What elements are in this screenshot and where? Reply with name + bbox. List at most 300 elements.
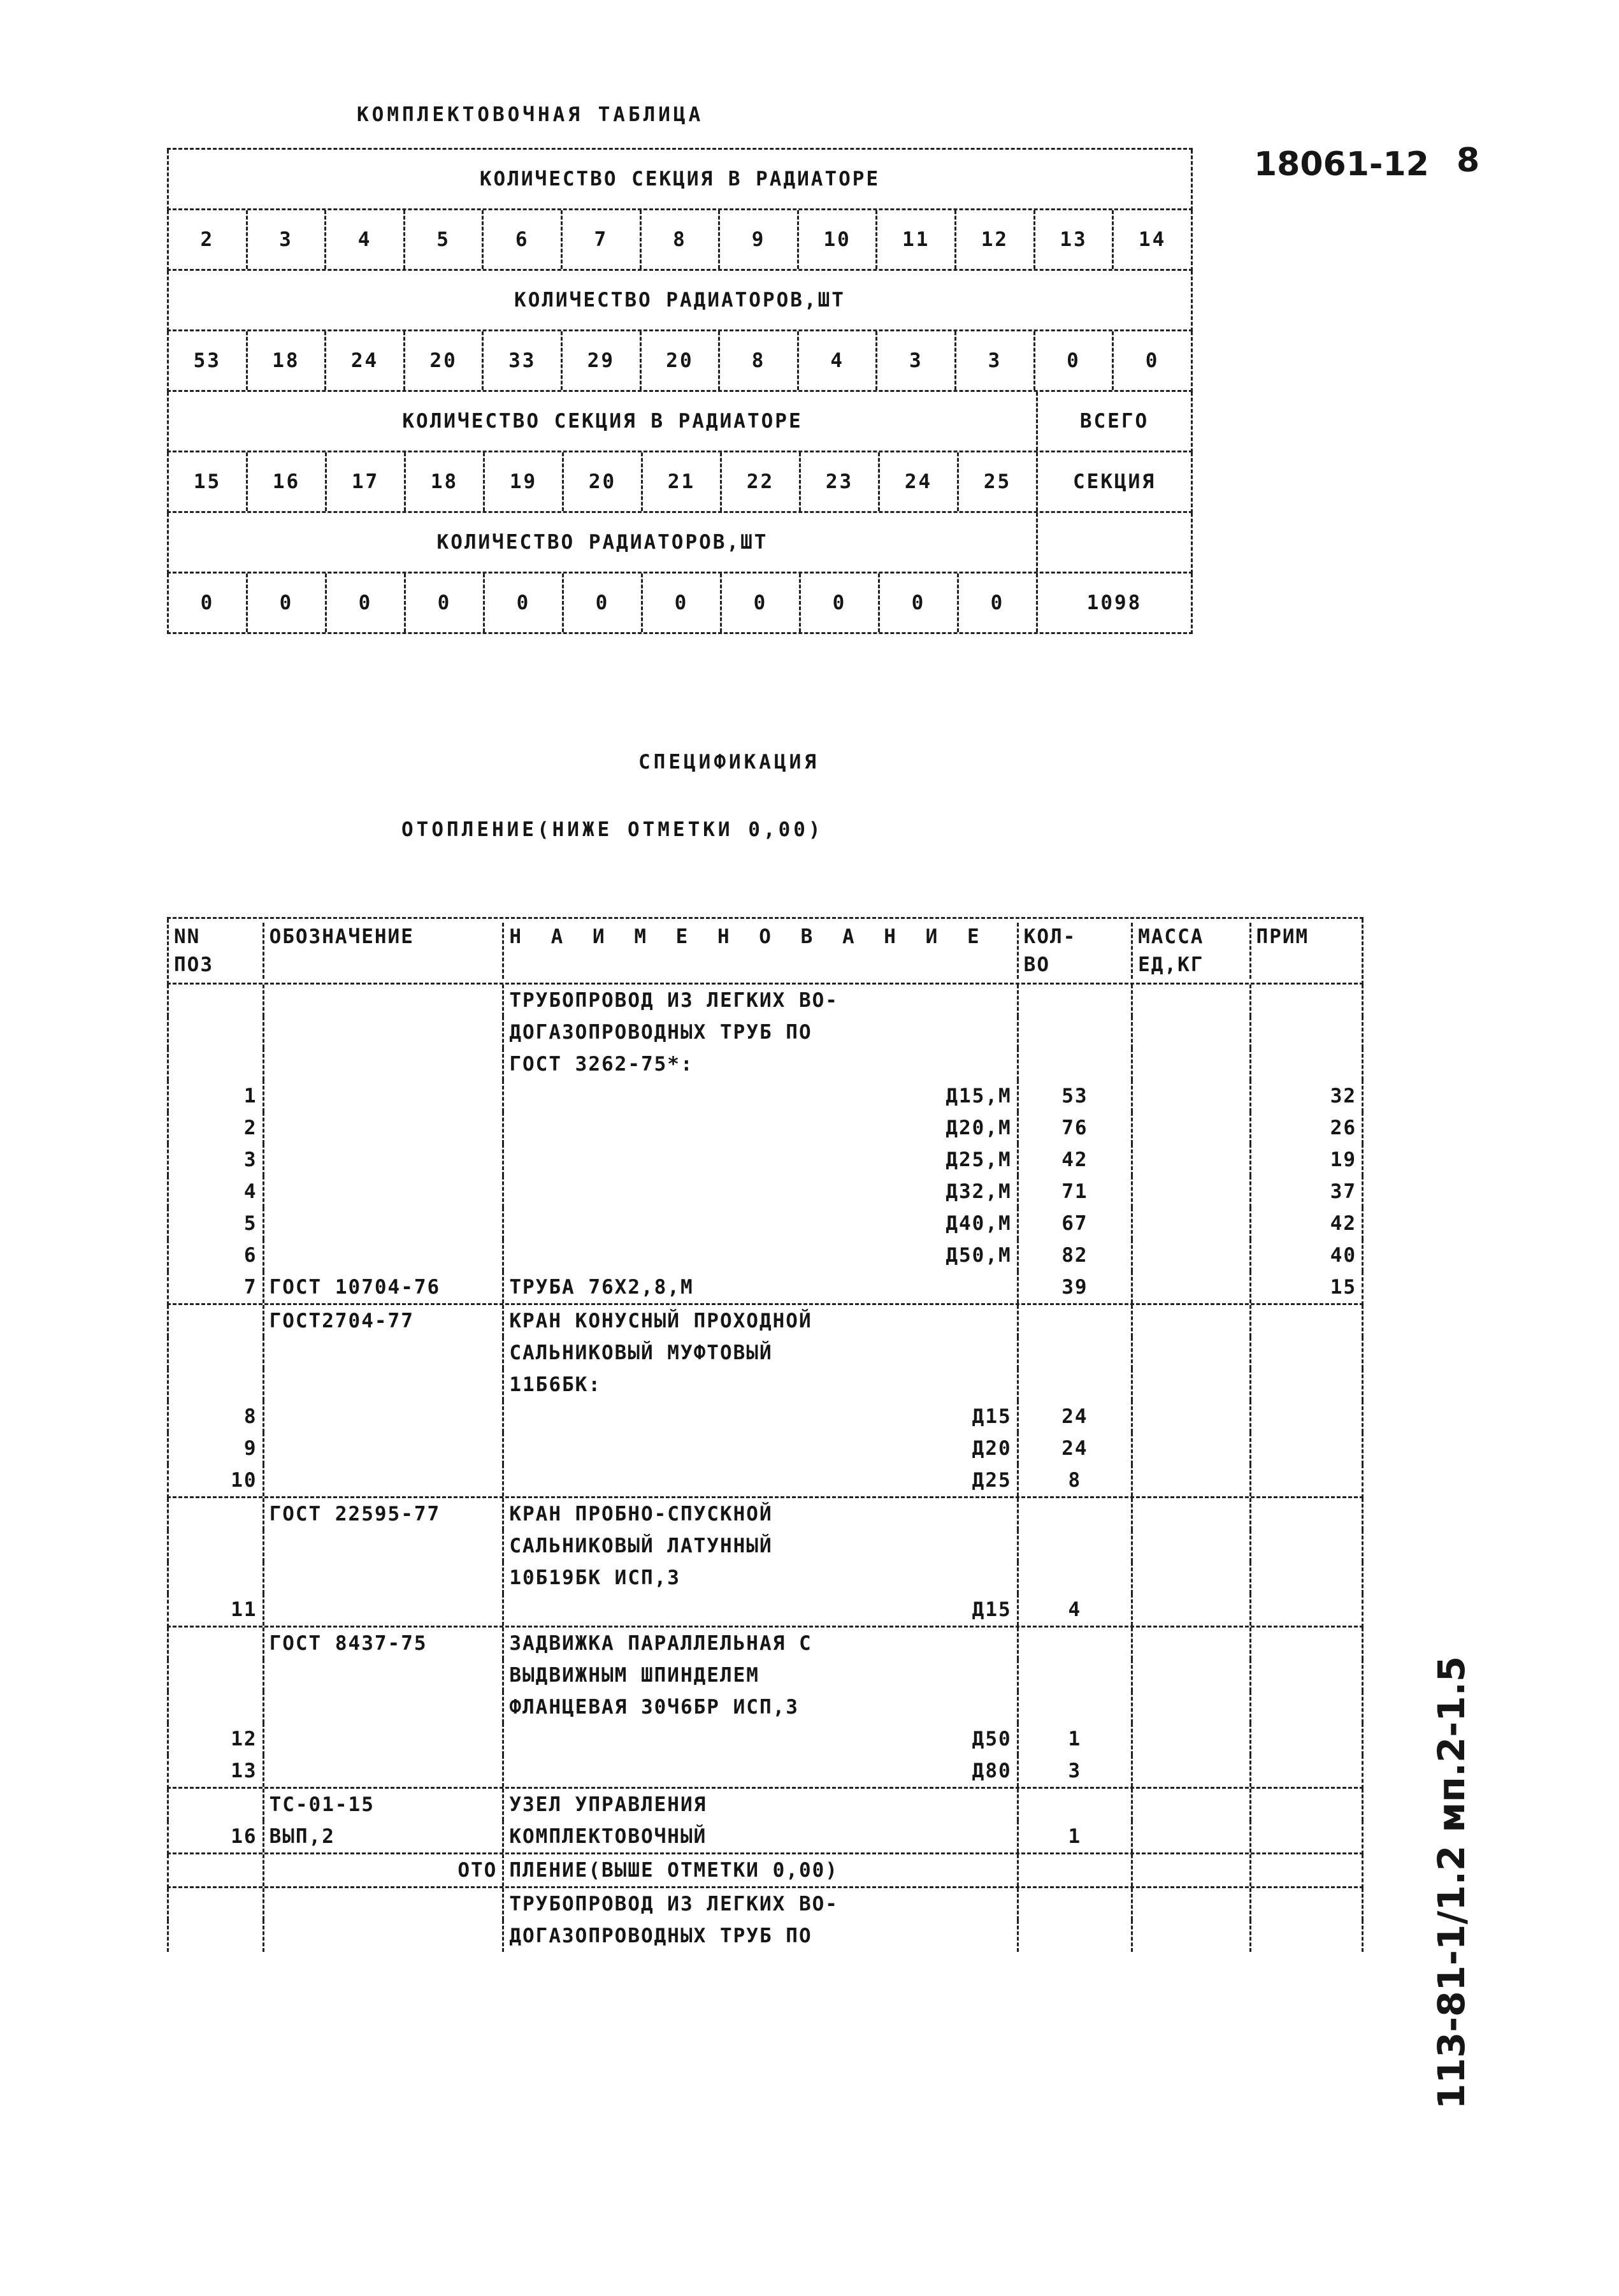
- name-cell: [504, 1433, 1018, 1464]
- designation-cell: [264, 1530, 505, 1562]
- designation-cell: ГОСТ 22595-77: [264, 1498, 505, 1530]
- spec-body: [167, 985, 1364, 1952]
- pos-cell: [169, 1854, 264, 1886]
- spec-row: [167, 1112, 1364, 1144]
- name-cell: [504, 1659, 1018, 1691]
- komplekt-sections-header-1: [167, 150, 1193, 210]
- count-cell: 53: [169, 331, 248, 390]
- name-text: КРАН КОНУСНЫЙ ПРОХОДНОЙ: [509, 1310, 812, 1332]
- spec-row: [167, 1888, 1364, 1920]
- document-code: 18061-12: [1254, 145, 1429, 184]
- qty-cell: 3: [1019, 1755, 1133, 1787]
- name-text: КОМПЛЕКТОВОЧНЫЙ: [509, 1825, 707, 1848]
- name-cell: [504, 1530, 1018, 1562]
- head-designation-text: ОБОЗНАЧЕНИЕ: [269, 925, 414, 948]
- note-cell: [1251, 1854, 1362, 1886]
- name-text: ДОГАЗОПРОВОДНЫХ ТРУБ ПО: [509, 1924, 812, 1947]
- head-mass-line-1: МАССА: [1138, 925, 1204, 948]
- designation-cell: [264, 1888, 505, 1920]
- spec-row: [167, 1401, 1364, 1433]
- qty-cell: [1019, 1854, 1133, 1886]
- count-cell: 0: [169, 574, 248, 632]
- mass-cell: [1133, 1562, 1251, 1594]
- qty-cell: 71: [1019, 1176, 1133, 1208]
- name-cell: [504, 1628, 1018, 1659]
- name-text: САЛЬНИКОВЫЙ ЛАТУННЫЙ: [509, 1534, 773, 1557]
- pos-cell: [169, 1628, 264, 1659]
- name-text: ТРУБА 76Х2,8,М: [509, 1276, 694, 1299]
- name-cell: [504, 1594, 1018, 1626]
- head-designation: [264, 923, 505, 979]
- designation-cell: [264, 1208, 505, 1239]
- komplekt-sections-row-2: [167, 452, 1193, 513]
- name-cell: [504, 1369, 1018, 1401]
- spec-row: [167, 1821, 1364, 1854]
- size-text: Д80: [972, 1759, 1012, 1782]
- count-cell: 24: [326, 331, 405, 390]
- note-cell: [1251, 1755, 1362, 1787]
- pos-cell: [169, 1305, 264, 1337]
- mass-cell: [1133, 1112, 1251, 1144]
- komplekt-counts-row-1: [167, 331, 1193, 392]
- sections-cell: 22: [722, 452, 801, 511]
- name-cell: [504, 1208, 1018, 1239]
- note-cell: [1251, 1821, 1362, 1852]
- sections-cell: 10: [799, 210, 878, 269]
- count-cell: 0: [248, 574, 327, 632]
- head-qty-line-1: КОЛ-: [1023, 925, 1077, 948]
- head-pos: [169, 923, 264, 979]
- designation-cell: [264, 1239, 505, 1271]
- sections-cell: 16: [248, 452, 327, 511]
- total-unit: СЕКЦИЯ: [1073, 470, 1156, 493]
- sections-cell: 6: [484, 210, 563, 269]
- note-cell: [1251, 1594, 1362, 1626]
- qty-cell: [1019, 1789, 1133, 1821]
- mass-cell: [1133, 1920, 1251, 1952]
- spec-row: [167, 1562, 1364, 1594]
- qty-cell: 82: [1019, 1239, 1133, 1271]
- name-text: САЛЬНИКОВЫЙ МУФТОВЫЙ: [509, 1341, 773, 1364]
- komplekt-counts-row-2: [167, 574, 1193, 634]
- name-text: ДОГАЗОПРОВОДНЫХ ТРУБ ПО: [509, 1021, 812, 1044]
- designation-cell: [264, 1659, 505, 1691]
- mass-cell: [1133, 1888, 1251, 1920]
- spec-row: [167, 1789, 1364, 1821]
- pos-cell: [169, 1530, 264, 1562]
- qty-cell: [1019, 1659, 1133, 1691]
- qty-cell: [1019, 1628, 1133, 1659]
- qty-cell: [1019, 1048, 1133, 1080]
- name-text: 10Б19БК ИСП,3: [509, 1566, 680, 1589]
- name-cell: [504, 1888, 1018, 1920]
- qty-cell: [1019, 1305, 1133, 1337]
- note-cell: [1251, 1048, 1362, 1080]
- komplekt-sections-header-2: [167, 392, 1193, 452]
- spec-row: [167, 1628, 1364, 1659]
- name-cell: [504, 1080, 1018, 1112]
- spec-row: [167, 1080, 1364, 1112]
- pos-cell: [169, 1369, 264, 1401]
- sections-cell: 19: [485, 452, 564, 511]
- note-cell: [1251, 1562, 1362, 1594]
- mass-cell: [1133, 1821, 1251, 1852]
- qty-cell: 24: [1019, 1433, 1133, 1464]
- qty-cell: 39: [1019, 1271, 1133, 1303]
- name-cell: [504, 1920, 1018, 1952]
- name-cell: [504, 1821, 1018, 1852]
- name-cell: [504, 1176, 1018, 1208]
- mass-cell: [1133, 1464, 1251, 1496]
- qty-cell: 4: [1019, 1594, 1133, 1626]
- head-note-text: ПРИМ: [1256, 925, 1309, 948]
- mass-cell: [1133, 1239, 1251, 1271]
- spec-row: [167, 1594, 1364, 1628]
- count-cell: 0: [959, 574, 1038, 632]
- sections-cell: 18: [406, 452, 485, 511]
- designation-cell: ВЫП,2: [264, 1821, 505, 1852]
- designation-cell: [264, 1112, 505, 1144]
- head-mass-line-2: ЕД,КГ: [1138, 953, 1204, 976]
- size-text: Д20,М: [946, 1116, 1012, 1139]
- name-text: ТРУБОПРОВОД ИЗ ЛЕГКИХ ВО-: [509, 1893, 838, 1916]
- spec-row: [167, 985, 1364, 1016]
- spec-header-row: [167, 919, 1364, 985]
- count-cell: 0: [327, 574, 406, 632]
- mass-cell: [1133, 1048, 1251, 1080]
- name-text: КРАН ПРОБНО-СПУСКНОЙ: [509, 1503, 773, 1526]
- note-cell: [1251, 1920, 1362, 1952]
- spec-row: [167, 1048, 1364, 1080]
- count-cell: 20: [642, 331, 721, 390]
- spec-section-row: [167, 1854, 1364, 1888]
- mass-cell: [1133, 1208, 1251, 1239]
- pos-cell: [169, 1920, 264, 1952]
- designation-cell: [264, 1048, 505, 1080]
- designation-cell: ГОСТ 8437-75: [264, 1628, 505, 1659]
- sections-cell: 25: [959, 452, 1038, 511]
- name-cell: [504, 1401, 1018, 1433]
- count-cell: 4: [799, 331, 878, 390]
- count-cell: 0: [485, 574, 564, 632]
- count-cell: 8: [720, 331, 799, 390]
- size-text: Д15: [972, 1598, 1012, 1621]
- note-cell: [1251, 1789, 1362, 1821]
- count-cell: 0: [564, 574, 643, 632]
- note-cell: [1251, 1723, 1362, 1755]
- note-cell: [1251, 1337, 1362, 1369]
- spec-row: [167, 1144, 1364, 1176]
- komplekt-radiators-header-1: [167, 271, 1193, 331]
- note-cell: 26: [1330, 1116, 1357, 1139]
- pos-cell: 16: [169, 1821, 264, 1852]
- total-label: ВСЕГО: [1079, 410, 1149, 433]
- qty-cell: [1019, 1530, 1133, 1562]
- designation-cell: [264, 1401, 505, 1433]
- pos-cell: 1: [169, 1080, 264, 1112]
- designation-cell: [264, 1464, 505, 1496]
- sections-cell: 3: [248, 210, 327, 269]
- sections-cell: 7: [563, 210, 642, 269]
- komplekt-sections-row-1: [167, 210, 1193, 271]
- name-text: ФЛАНЦЕВАЯ 30Ч6БР ИСП,3: [509, 1696, 799, 1719]
- spec-row: [167, 1369, 1364, 1401]
- name-cell: [504, 1691, 1018, 1723]
- komplekt-table-title: КОМПЛЕКТОВОЧНАЯ ТАБЛИЦА: [357, 103, 704, 126]
- name-cell: [504, 1271, 1018, 1303]
- designation-cell: [264, 1016, 505, 1048]
- mass-cell: [1133, 1789, 1251, 1821]
- name-cell: [504, 1755, 1018, 1787]
- pos-cell: [169, 1888, 264, 1920]
- total-empty-cell: [1038, 513, 1191, 572]
- designation-cell: ГОСТ2704-77: [264, 1305, 505, 1337]
- name-text: УЗЕЛ УПРАВЛЕНИЯ: [509, 1793, 707, 1816]
- komplekt-radiators-header-2: [167, 513, 1193, 574]
- count-cell: 0: [880, 574, 959, 632]
- head-qty-line-2: ВО: [1023, 953, 1050, 976]
- qty-cell: [1019, 1888, 1133, 1920]
- note-cell: [1251, 1628, 1362, 1659]
- pos-cell: [169, 1562, 264, 1594]
- size-text: Д25: [972, 1469, 1012, 1492]
- sections-cell: 2: [169, 210, 248, 269]
- spec-row: [167, 1464, 1364, 1498]
- spec-row: [167, 1016, 1364, 1048]
- size-text: Д15: [972, 1405, 1012, 1428]
- qty-cell: [1019, 1562, 1133, 1594]
- count-cell: 0: [1145, 349, 1160, 372]
- mass-cell: [1133, 1628, 1251, 1659]
- name-cell: [504, 1562, 1018, 1594]
- pos-cell: 7: [169, 1271, 264, 1303]
- count-cell: 0: [1035, 331, 1114, 390]
- spec-row: [167, 1920, 1364, 1952]
- pos-cell: 5: [169, 1208, 264, 1239]
- name-text: ЗАДВИЖКА ПАРАЛЛЕЛЬНАЯ С: [509, 1632, 812, 1655]
- pos-cell: 10: [169, 1464, 264, 1496]
- size-text: Д32,М: [946, 1180, 1012, 1203]
- spec-row: [167, 1530, 1364, 1562]
- qty-cell: [1019, 985, 1133, 1016]
- count-cell: 3: [877, 331, 956, 390]
- count-cell: 29: [563, 331, 642, 390]
- name-cell: [504, 1016, 1018, 1048]
- name-cell: [504, 1498, 1018, 1530]
- size-text: Д50: [972, 1728, 1012, 1751]
- mass-cell: [1133, 1337, 1251, 1369]
- pos-cell: [169, 1337, 264, 1369]
- mass-cell: [1133, 1723, 1251, 1755]
- note-cell: 40: [1330, 1244, 1357, 1267]
- note-cell: 37: [1330, 1180, 1357, 1203]
- designation-cell: [264, 1562, 505, 1594]
- mass-cell: [1133, 1369, 1251, 1401]
- designation-cell: [264, 1755, 505, 1787]
- pos-cell: [169, 1659, 264, 1691]
- mass-cell: [1133, 1691, 1251, 1723]
- note-cell: [1251, 1659, 1362, 1691]
- qty-cell: [1019, 1920, 1133, 1952]
- spec-row: [167, 1239, 1364, 1271]
- head-name: [504, 923, 1018, 979]
- sections-cell: 12: [956, 210, 1035, 269]
- name-cell: [504, 1337, 1018, 1369]
- pos-cell: 6: [169, 1239, 264, 1271]
- spec-row: [167, 1659, 1364, 1691]
- note-cell: [1251, 1401, 1362, 1433]
- count-cell: 0: [406, 574, 485, 632]
- radiators-label: КОЛИЧЕСТВО РАДИАТОРОВ,ШТ: [169, 513, 1038, 572]
- note-cell: [1251, 1433, 1362, 1464]
- designation-cell: [264, 1920, 505, 1952]
- spec-row: [167, 1723, 1364, 1755]
- size-text: Д15,М: [946, 1085, 1012, 1108]
- name-text: ТРУБОПРОВОД ИЗ ЛЕГКИХ ВО-: [509, 989, 838, 1012]
- qty-cell: [1019, 1369, 1133, 1401]
- komplekt-table: [167, 148, 1193, 634]
- pos-cell: 4: [169, 1176, 264, 1208]
- designation-cell: [264, 1433, 505, 1464]
- qty-cell: 24: [1019, 1401, 1133, 1433]
- qty-cell: [1019, 1691, 1133, 1723]
- designation-cell: [264, 1144, 505, 1176]
- spec-row: [167, 1208, 1364, 1239]
- qty-cell: 1: [1019, 1723, 1133, 1755]
- section-label-left: ОТО: [264, 1854, 505, 1886]
- qty-cell: 67: [1019, 1208, 1133, 1239]
- head-qty: [1019, 923, 1133, 979]
- name-cell: [504, 1048, 1018, 1080]
- note-cell: [1251, 1464, 1362, 1496]
- sections-cell: 4: [326, 210, 405, 269]
- mass-cell: [1133, 1080, 1251, 1112]
- spec-row: [167, 1691, 1364, 1723]
- designation-cell: ГОСТ 10704-76: [264, 1271, 505, 1303]
- sections-cell: 24: [880, 452, 959, 511]
- pos-cell: 9: [169, 1433, 264, 1464]
- pos-cell: 2: [169, 1112, 264, 1144]
- name-cell: [504, 1305, 1018, 1337]
- pos-cell: [169, 1016, 264, 1048]
- sections-cell: 21: [643, 452, 722, 511]
- mass-cell: [1133, 1594, 1251, 1626]
- qty-cell: [1019, 1498, 1133, 1530]
- sections-label: КОЛИЧЕСТВО СЕКЦИЯ В РАДИАТОРЕ: [169, 392, 1038, 451]
- note-cell: 15: [1330, 1276, 1357, 1299]
- sheet-number: 8: [1457, 141, 1480, 180]
- size-text: Д25,М: [946, 1148, 1012, 1171]
- pos-cell: [169, 1691, 264, 1723]
- designation-cell: [264, 1723, 505, 1755]
- name-cell: [504, 1239, 1018, 1271]
- name-cell: [504, 1112, 1018, 1144]
- sections-cell: 9: [720, 210, 799, 269]
- designation-cell: [264, 1369, 505, 1401]
- spec-row: [167, 1305, 1364, 1337]
- pos-cell: 3: [169, 1144, 264, 1176]
- spec-row: [167, 1271, 1364, 1305]
- name-text: 11Б6БК:: [509, 1373, 601, 1396]
- count-cell: 0: [801, 574, 880, 632]
- note-cell: [1251, 985, 1362, 1016]
- designation-cell: [264, 985, 505, 1016]
- spec-row: [167, 1755, 1364, 1789]
- size-text: Д50,М: [946, 1244, 1012, 1267]
- note-cell: [1251, 1888, 1362, 1920]
- side-stamp: 113-81-1/1.2 мп.2-1.5: [1430, 1656, 1473, 2109]
- mass-cell: [1133, 1530, 1251, 1562]
- mass-cell: [1133, 1498, 1251, 1530]
- mass-cell: [1133, 1401, 1251, 1433]
- designation-cell: [264, 1337, 505, 1369]
- head-pos-line-2: ПОЗ: [174, 953, 213, 976]
- designation-cell: [264, 1594, 505, 1626]
- sections-cell: 11: [877, 210, 956, 269]
- qty-cell: [1019, 1016, 1133, 1048]
- designation-cell: [264, 1691, 505, 1723]
- section-label-right: ПЛЕНИЕ(ВЫШЕ ОТМЕТКИ 0,00): [504, 1854, 1018, 1886]
- spec-row: [167, 1498, 1364, 1530]
- spec-table: [167, 917, 1364, 1952]
- sections-label: КОЛИЧЕСТВО СЕКЦИЯ В РАДИАТОРЕ: [479, 168, 881, 191]
- mass-cell: [1133, 985, 1251, 1016]
- pos-cell: [169, 1789, 264, 1821]
- pos-cell: [169, 1048, 264, 1080]
- count-cell: 3: [956, 331, 1035, 390]
- note-cell: 19: [1330, 1148, 1357, 1171]
- mass-cell: [1133, 1755, 1251, 1787]
- mass-cell: [1133, 1854, 1251, 1886]
- head-name-text: Н А И М Е Н О В А Н И Е: [509, 925, 988, 948]
- note-cell: [1251, 1691, 1362, 1723]
- sections-cell: 14: [1138, 228, 1167, 251]
- count-cell: 0: [643, 574, 722, 632]
- pos-cell: [169, 985, 264, 1016]
- head-pos-line-1: NN: [174, 925, 201, 948]
- total-value: 1098: [1086, 591, 1142, 614]
- radiators-label: КОЛИЧЕСТВО РАДИАТОРОВ,ШТ: [514, 289, 845, 312]
- head-note: [1251, 923, 1362, 979]
- sections-cell: 20: [564, 452, 643, 511]
- count-cell: 0: [722, 574, 801, 632]
- pos-cell: 8: [169, 1401, 264, 1433]
- count-cell: 20: [405, 331, 484, 390]
- name-text: ВЫДВИЖНЫМ ШПИНДЕЛЕМ: [509, 1664, 759, 1687]
- sections-cell: 15: [169, 452, 248, 511]
- mass-cell: [1133, 1144, 1251, 1176]
- note-cell: 32: [1330, 1085, 1357, 1108]
- mass-cell: [1133, 1016, 1251, 1048]
- mass-cell: [1133, 1305, 1251, 1337]
- sections-cell: 13: [1035, 210, 1114, 269]
- qty-cell: 53: [1019, 1080, 1133, 1112]
- size-text: Д20: [972, 1437, 1012, 1460]
- qty-cell: 76: [1019, 1112, 1133, 1144]
- designation-cell: [264, 1080, 505, 1112]
- mass-cell: [1133, 1433, 1251, 1464]
- note-cell: [1251, 1498, 1362, 1530]
- sections-cell: 17: [327, 452, 406, 511]
- spec-title: СПЕЦИФИКАЦИЯ: [638, 751, 819, 774]
- designation-cell: [264, 1176, 505, 1208]
- qty-cell: 1: [1019, 1821, 1133, 1852]
- spec-row: [167, 1433, 1364, 1464]
- pos-cell: [169, 1498, 264, 1530]
- count-cell: 18: [248, 331, 327, 390]
- qty-cell: 8: [1019, 1464, 1133, 1496]
- mass-cell: [1133, 1659, 1251, 1691]
